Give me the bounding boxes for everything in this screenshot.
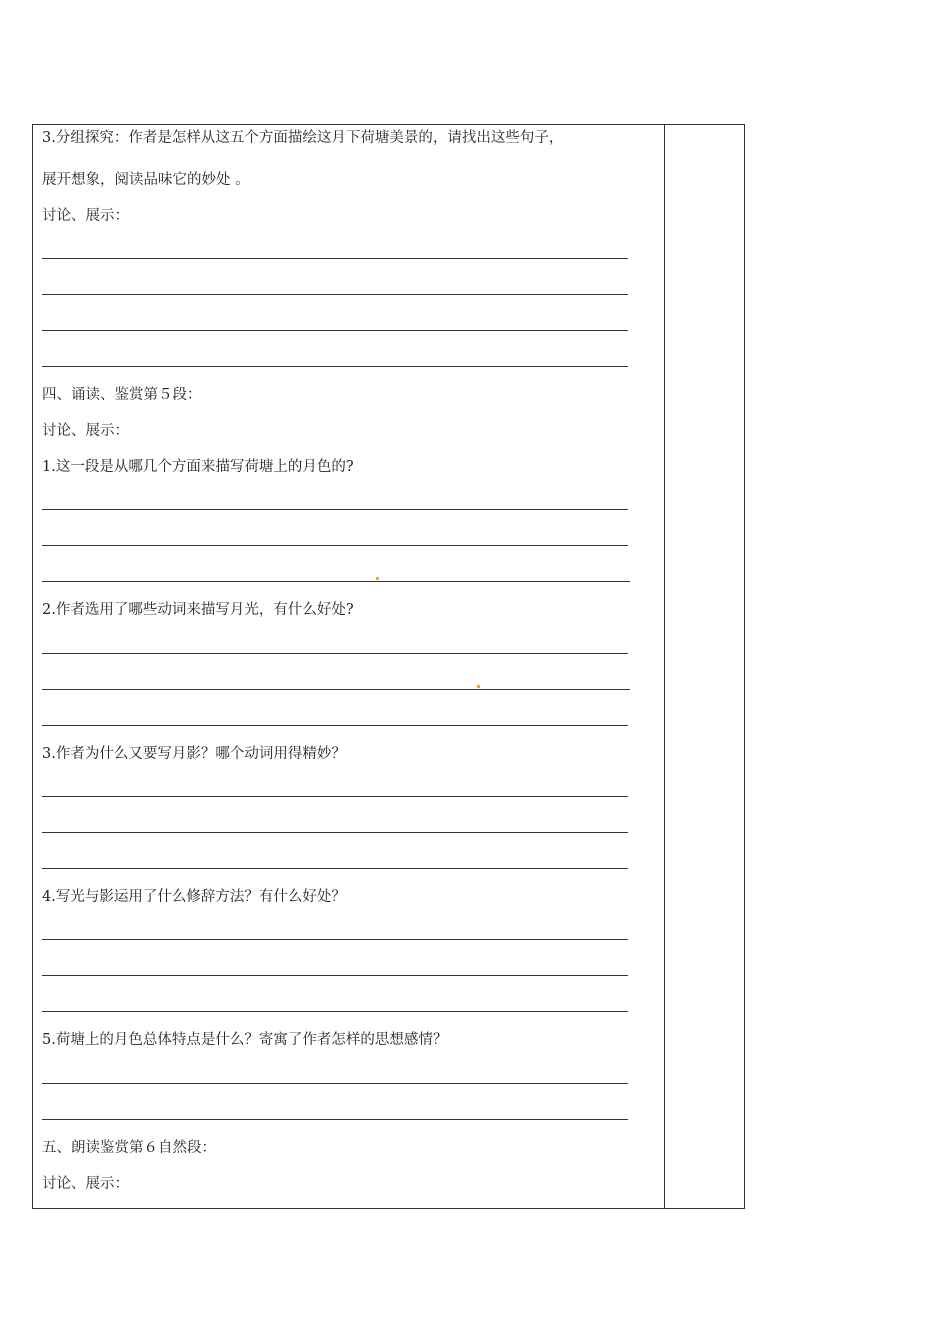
answer-line[interactable] xyxy=(42,366,628,367)
answer-line[interactable] xyxy=(42,939,628,940)
section-4-question-2: 2.作者选用了哪些动词来描写月光，有什么好处? xyxy=(42,602,354,618)
section-4-question-5: 5.荷塘上的月色总体特点是什么？寄寓了作者怎样的思想感情？ xyxy=(42,1032,448,1048)
discussion-label: 讨论、展示： xyxy=(42,208,129,224)
answer-line[interactable] xyxy=(42,1083,628,1084)
answer-line[interactable] xyxy=(42,689,630,690)
section-4-heading: 四、诵读、鉴赏第５段： xyxy=(42,387,202,403)
column-divider xyxy=(664,124,665,1209)
discussion-label: 讨论、展示： xyxy=(42,1176,129,1192)
section-4-question-3: 3.作者为什么又要写月影？哪个动词用得精妙？ xyxy=(42,746,346,762)
answer-line[interactable] xyxy=(42,545,628,546)
answer-line[interactable] xyxy=(42,1119,628,1120)
answer-line[interactable] xyxy=(42,509,628,510)
discussion-label: 讨论、展示： xyxy=(42,423,129,439)
answer-line[interactable] xyxy=(42,868,628,869)
section-4-question-4: 4.写光与影运用了什么修辞方法？有什么好处？ xyxy=(42,889,346,905)
answer-line[interactable] xyxy=(42,330,628,331)
answer-line[interactable] xyxy=(42,832,628,833)
answer-line[interactable] xyxy=(42,258,628,259)
answer-line[interactable] xyxy=(42,725,628,726)
answer-line[interactable] xyxy=(42,581,630,582)
question-3-prompt-line1: 3.分组探究：作者是怎样从这五个方面描绘这月下荷塘美景的，请找出这些句子， xyxy=(42,130,564,146)
section-5-heading: 五、朗读鉴赏第６自然段： xyxy=(42,1140,216,1156)
question-3-prompt-line2: 展开想象，阅读品味它的妙处 。 xyxy=(42,172,250,188)
answer-line[interactable] xyxy=(42,975,628,976)
answer-line[interactable] xyxy=(42,1011,628,1012)
stray-mark xyxy=(376,577,379,580)
answer-line[interactable] xyxy=(42,294,628,295)
stray-mark xyxy=(477,685,480,688)
answer-line[interactable] xyxy=(42,796,628,797)
answer-line[interactable] xyxy=(42,653,628,654)
section-4-question-1: 1.这一段是从哪几个方面来描写荷塘上的月色的? xyxy=(42,459,354,475)
